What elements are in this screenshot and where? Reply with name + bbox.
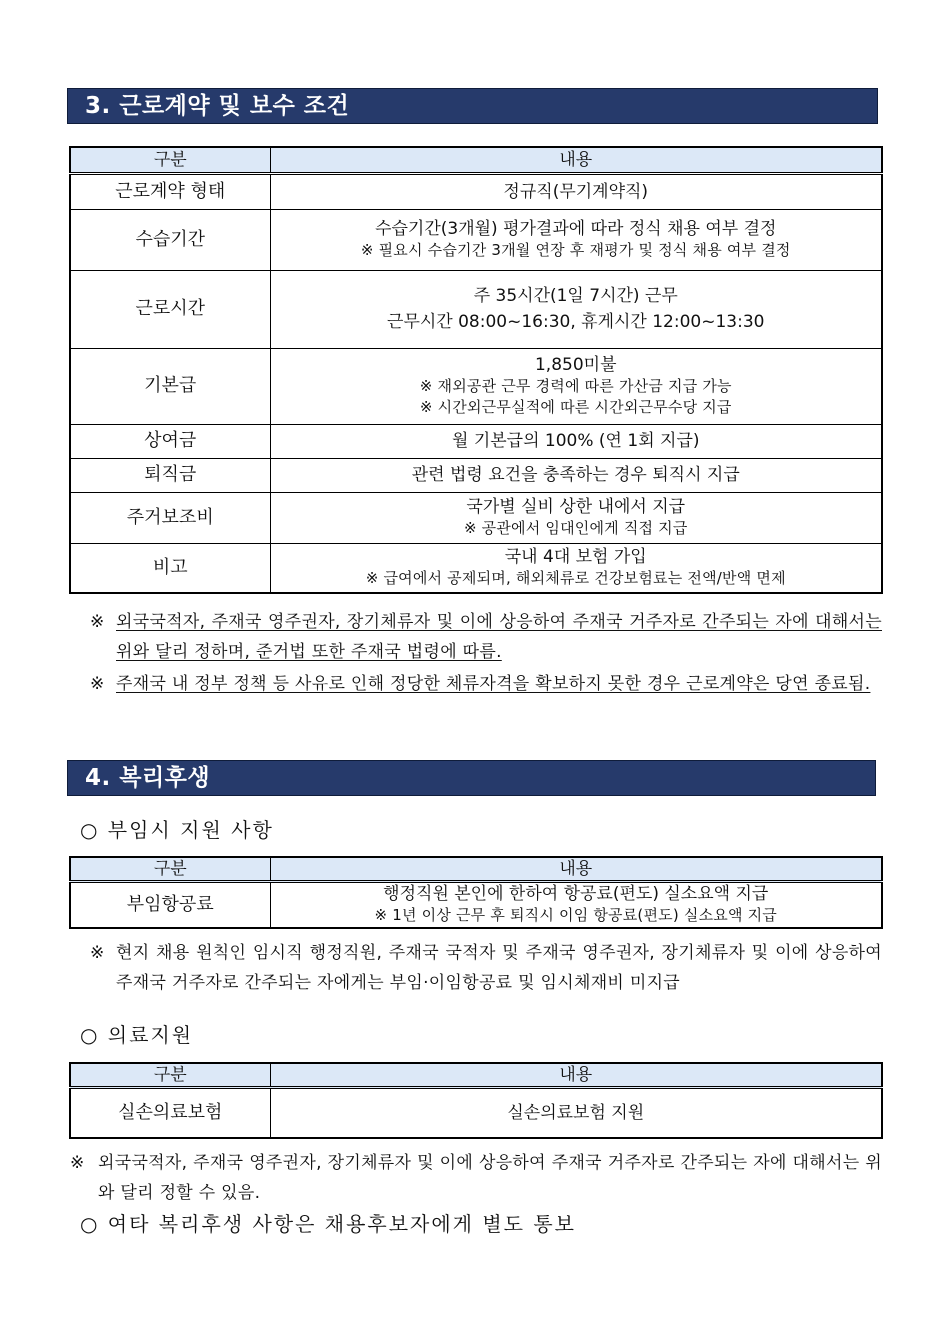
note-text: 외국국적자, 주재국 영주권자, 장기체류자 및 이에 상응하여 주재국 거주자로 간주되는 자에 대해서는 위와 달리 정할 수 있음. — [98, 1153, 882, 1203]
table-row — [70, 270, 882, 348]
medical-table — [69, 1062, 883, 1139]
table-header-row — [70, 857, 882, 882]
table-header-row — [70, 147, 882, 173]
row-sub-note-2: ※ 시간외근무실적에 따른 시간외근무수당 지급 — [419, 398, 732, 416]
relocation-note — [90, 938, 882, 998]
row-sub-note: ※ 필요시 수습기간 3개월 연장 후 재평가 및 정식 채용 여부 결정 — [360, 241, 791, 259]
row-sub-note: ※ 1년 이상 근무 후 퇴직시 이임 항공료(편도) 실소요액 지급 — [374, 905, 777, 924]
row-content — [270, 492, 882, 543]
section-4-title: 4. 복리후생 — [67, 760, 876, 796]
row-content — [270, 458, 882, 492]
row-main-2: 근무시간 08:00~16:30, 휴게시간 12:00~13:30 — [387, 312, 765, 332]
section-3-title: 3. 근로계약 및 보수 조건 — [67, 88, 878, 124]
table-row — [70, 173, 882, 209]
row-sub-note: ※ 급여에서 공제되며, 해외체류로 건강보험료는 전액/반액 면제 — [365, 569, 786, 588]
note-mark: ※ — [90, 674, 105, 694]
row-main: 행정직원 본인에 한하여 항공료(편도) 실소요액 지급 — [383, 883, 769, 904]
contract-note-2 — [90, 669, 882, 699]
contract-table — [69, 146, 883, 594]
footer-other-benefits: ○ 여타 복리후생 사항은 채용후보자에게 별도 통보 — [80, 1212, 576, 1236]
table-row — [70, 209, 882, 270]
row-main: 국가별 실비 상한 내에서 지급 — [466, 497, 686, 517]
table-row — [70, 882, 882, 928]
row-content — [270, 543, 882, 593]
header-category: 구분 — [70, 1063, 270, 1088]
row-sub-note: ※ 재외공관 근무 경력에 따른 가산금 지급 가능 — [419, 377, 732, 395]
subheading-medical-support: ○ 의료지원 — [80, 1023, 194, 1047]
row-label: 주거보조비 — [70, 492, 270, 543]
table-row — [70, 458, 882, 492]
table-row — [70, 348, 882, 424]
header-category: 구분 — [70, 857, 270, 882]
medical-note — [70, 1148, 882, 1208]
header-content: 내용 — [270, 147, 882, 173]
row-content — [270, 1088, 882, 1138]
row-label: 근로계약 형태 — [70, 173, 270, 209]
row-main: 정규직(무기계약직) — [503, 181, 649, 202]
row-main: 1,850미불 — [534, 355, 617, 375]
row-content — [270, 270, 882, 348]
row-label: 상여금 — [70, 424, 270, 458]
row-main: 주 35시간(1일 7시간) 근무 — [473, 286, 678, 306]
relocation-table — [69, 856, 883, 929]
row-label: 수습기간 — [70, 209, 270, 270]
row-label: 실손의료보험 — [70, 1088, 270, 1138]
contract-note-1 — [90, 607, 882, 667]
row-label: 부임항공료 — [70, 882, 270, 928]
row-main: 수습기간(3개월) 평가결과에 따라 정식 채용 여부 결정 — [375, 219, 777, 239]
subheading-relocation-support: ○ 부임시 지원 사항 — [80, 818, 274, 842]
header-content: 내용 — [270, 1063, 882, 1088]
row-content — [270, 173, 882, 209]
row-content — [270, 348, 882, 424]
row-content — [270, 882, 882, 928]
row-label: 비고 — [70, 543, 270, 593]
table-row — [70, 1088, 882, 1138]
header-category: 구분 — [70, 147, 270, 173]
note-mark: ※ — [90, 612, 105, 632]
note-text: 현지 채용 원칙인 임시직 행정직원, 주재국 국적자 및 주재국 영주권자, 장기체류자 및 이에 상응하여 주재국 거주자로 간주되는 자에게는 부임·이임항공료 및 임시체재비 미지급 — [116, 943, 882, 993]
table-row — [70, 424, 882, 458]
row-content — [270, 209, 882, 270]
row-main: 실손의료보험 지원 — [507, 1102, 645, 1123]
note-mark: ※ — [90, 943, 105, 963]
row-label: 기본급 — [70, 348, 270, 424]
note-text: 외국국적자, 주재국 영주권자, 장기체류자 및 이에 상응하여 주재국 거주자로 간주되는 자에 대해서는 위와 달리 정하며, 준거법 또한 주재국 법령에 따름. — [116, 612, 882, 662]
row-sub-note: ※ 공관에서 임대인에게 직접 지급 — [463, 519, 688, 537]
note-text: 주재국 내 정부 정책 등 사유로 인해 정당한 체류자격을 확보하지 못한 경우 근로계약은 당연 종료됨. — [116, 674, 871, 694]
row-content — [270, 424, 882, 458]
header-content: 내용 — [270, 857, 882, 882]
row-main: 월 기본급의 100% (연 1회 지급) — [452, 431, 700, 451]
note-mark: ※ — [70, 1153, 85, 1173]
row-label: 퇴직금 — [70, 458, 270, 492]
table-row — [70, 492, 882, 543]
table-header-row — [70, 1063, 882, 1088]
row-label: 근로시간 — [70, 270, 270, 348]
row-main: 국내 4대 보험 가입 — [504, 547, 647, 568]
table-row — [70, 543, 882, 593]
row-main: 관련 법령 요건을 충족하는 경우 퇴직시 지급 — [411, 465, 740, 485]
